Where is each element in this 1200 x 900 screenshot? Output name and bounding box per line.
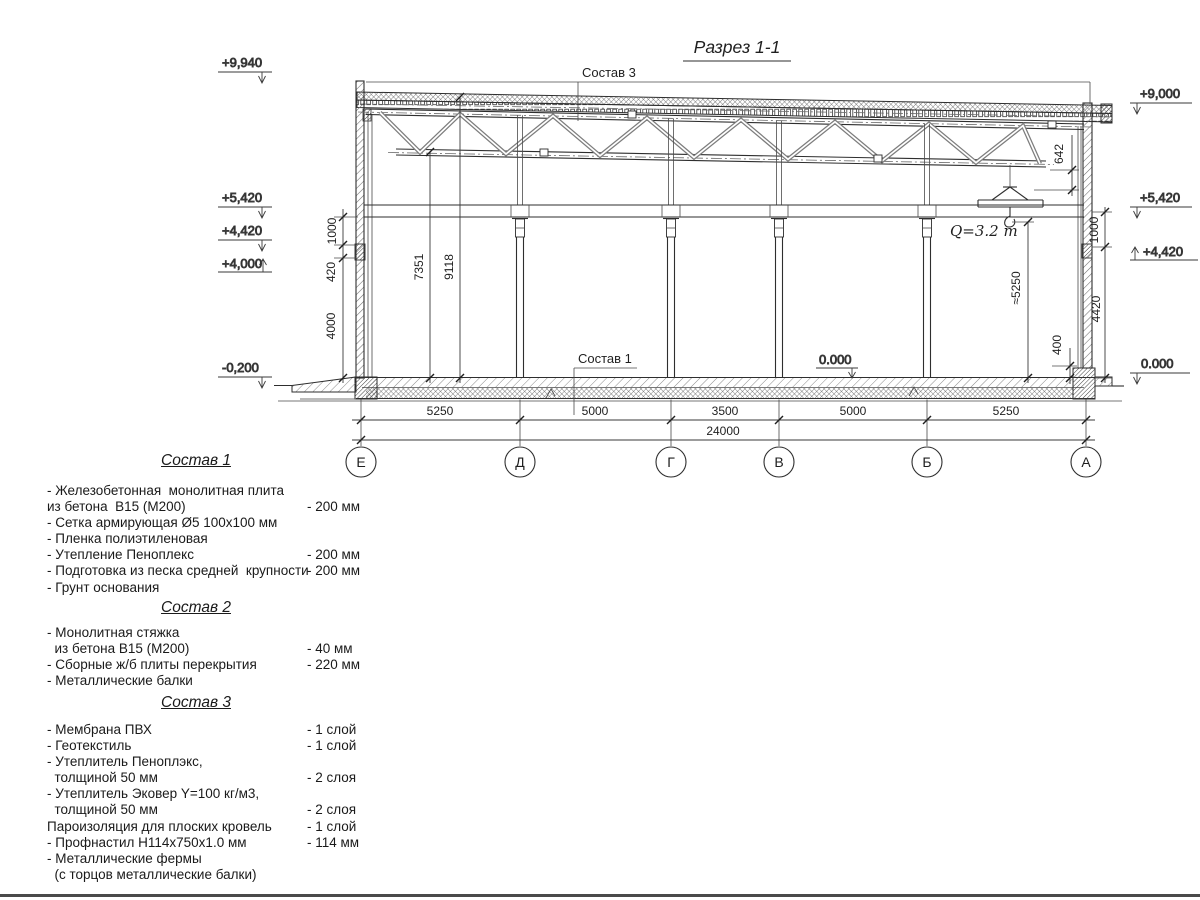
axis-bubbles: [346, 447, 1101, 477]
composition-item-value: - 1 слой: [307, 722, 357, 737]
composition-item: [40, 547, 360, 563]
axis-label-v: В: [774, 454, 784, 470]
left-foundation: [355, 377, 377, 399]
composition-item-value: - 2 слоя: [307, 770, 357, 786]
composition-1-heading: Состав 1: [161, 452, 231, 469]
composition-item-label: - Металлические балки: [47, 673, 193, 689]
composition-item-label: - Сетка армирующая Ø5 100х100 мм: [47, 515, 278, 531]
composition-item-label: - Мембрана ПВХ: [47, 722, 152, 737]
composition-item-value: - 200 мм: [307, 499, 361, 515]
dim-span3: 3500: [711, 404, 739, 418]
dim-col-clear: 7351: [412, 253, 426, 281]
composition-item-label: - Монолитная стяжка: [47, 625, 180, 640]
composition-item-value: - 200 мм: [307, 547, 361, 563]
dim-span5: 5250: [992, 404, 1020, 418]
composition-item: [40, 819, 360, 835]
composition-1: [40, 452, 360, 596]
composition-item: [40, 802, 360, 818]
composition-item-label: Пароизоляция для плоских кровель: [47, 818, 272, 834]
composition-item: [40, 835, 360, 851]
composition-item-value: - 200 мм: [307, 563, 361, 579]
axis-label-a: А: [1081, 454, 1091, 470]
elevation-left-minus: -0,200: [222, 360, 259, 375]
composition-item-label: - Утеплитель Пеноплэкс,: [47, 754, 203, 770]
composition-item: [40, 515, 360, 531]
composition-item: [40, 625, 360, 641]
composition-item: [40, 851, 360, 867]
dim-hook-height: ≈5250: [1009, 271, 1023, 305]
axis-label-e: Е: [356, 454, 366, 470]
dim-span1: 5250: [426, 404, 454, 418]
upper-posts: [518, 115, 930, 205]
composition-item-label: (с торцов металлические балки): [47, 866, 257, 882]
composition-3: [40, 694, 360, 883]
composition-item: [40, 867, 360, 883]
composition-item-label: толщиной 50 мм: [47, 802, 158, 818]
floor-leader-label: Состав 1: [578, 351, 632, 366]
right-wall-block: [1082, 244, 1092, 258]
composition-item-label: - Железобетонная монолитная плита: [47, 483, 285, 498]
composition-item-label: - Подготовка из песка средней крупности: [47, 563, 309, 579]
dim-total: 24000: [706, 424, 740, 438]
dim-left-1000: 1000: [325, 217, 339, 245]
composition-item-label: - Профнастил Н114х750х1.0 мм: [47, 834, 247, 850]
floor-slab: [274, 368, 1124, 401]
composition-item: [40, 722, 360, 738]
composition-item-label: из бетона В15 (М200): [47, 499, 186, 515]
column-g: [663, 219, 679, 378]
right-foundation: [1073, 368, 1095, 399]
sheet-frame-line: [0, 894, 1200, 897]
dim-left-4000: 4000: [324, 312, 338, 340]
composition-item-label: - Пленка полиэтиленовая: [47, 531, 208, 547]
elevation-left-5420: +5,420: [222, 190, 263, 205]
columns: [512, 219, 935, 378]
column-d: [512, 219, 528, 378]
elevation-right-4420: +4,420: [1143, 244, 1184, 259]
composition-item-label: - Металлические фермы: [47, 850, 202, 866]
hoist: [950, 165, 1043, 240]
composition-item-label: - Утепление Пеноплекс: [47, 547, 194, 563]
elevation-right-5420: +5,420: [1140, 190, 1181, 205]
composition-item: [40, 786, 360, 802]
composition-item: [40, 770, 360, 786]
composition-item-value: - 1 слой: [307, 818, 357, 834]
composition-item-label: толщиной 50 мм: [47, 770, 158, 786]
composition-item: [40, 499, 360, 515]
composition-item-label: из бетона В15 (М200): [47, 641, 190, 657]
composition-item: [40, 673, 360, 689]
floor-beam: [364, 205, 1084, 217]
elevation-left-top: +9,940: [222, 55, 263, 70]
elevation-right-zero: 0.000: [1141, 356, 1174, 371]
column-b: [919, 219, 935, 378]
composition-item-label: - Грунт основания: [47, 579, 160, 595]
elevation-floor-zero: 0.000: [819, 352, 852, 367]
roof-leader-label: Состав 3: [582, 65, 636, 80]
composition-2: [40, 599, 360, 689]
composition-item-value: - 2 слоя: [307, 802, 357, 818]
elevation-left-4420: +4,420: [222, 223, 263, 238]
composition-item-value: - 220 мм: [307, 657, 361, 673]
left-apron: [292, 377, 356, 392]
composition-item: [40, 483, 360, 499]
drawing-title: [683, 37, 791, 61]
dim-left-420: 420: [324, 261, 338, 283]
composition-item: [40, 657, 360, 673]
dim-span4: 5000: [839, 404, 867, 418]
composition-2-heading: Состав 2: [161, 599, 231, 616]
elevation-left-4000: +4,000: [222, 256, 263, 271]
composition-item-label: - Утеплитель Эковер Y=100 кг/м3,: [47, 786, 260, 802]
left-wall-block: [355, 244, 365, 260]
composition-item-label: - Геотекстиль: [47, 738, 132, 754]
dim-right-4420: 4420: [1089, 295, 1103, 323]
column-v: [771, 219, 787, 378]
composition-item: [40, 580, 360, 596]
elevation-right-top: +9,000: [1140, 86, 1181, 101]
composition-item-value: - 40 мм: [307, 641, 353, 657]
page-title: Разрез 1-1: [693, 37, 781, 57]
axis-label-d: Д: [515, 454, 525, 470]
composition-item-label: - Сборные ж/б плиты перекрытия: [47, 657, 257, 673]
bottom-dimensions: [352, 400, 1095, 447]
dim-truss-end: 642: [1052, 143, 1066, 165]
left-wall: [355, 81, 372, 378]
composition-item-value: - 1 слой: [307, 738, 357, 754]
composition-item: [40, 738, 360, 754]
composition-item: [40, 531, 360, 547]
crane-capacity-label: Q=3.2 т: [950, 222, 1018, 240]
dim-col-full: 9118: [442, 254, 456, 280]
dim-plinth-400: 400: [1050, 334, 1064, 356]
composition-3-heading: Состав 3: [161, 694, 231, 711]
roof-deck: [357, 92, 1112, 123]
axis-label-b: Б: [922, 454, 932, 470]
dim-right-1000: 1000: [1087, 216, 1101, 244]
axis-label-g: Г: [667, 454, 675, 470]
composition-item-value: - 114 мм: [307, 834, 360, 850]
composition-item: [40, 563, 360, 579]
dim-span2: 5000: [581, 404, 609, 418]
roof-end-cap: [1101, 104, 1112, 123]
composition-item: [40, 641, 360, 657]
composition-item: [40, 754, 360, 770]
